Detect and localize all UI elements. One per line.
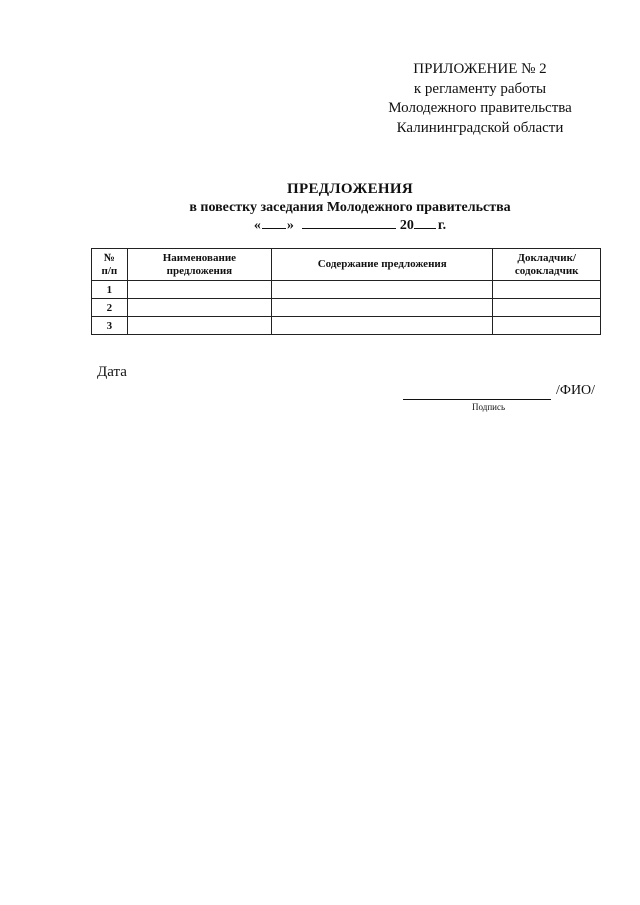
year-suffix: г. [437, 218, 447, 233]
day-blank [262, 216, 286, 229]
date-close-quote: » [286, 218, 294, 233]
proposals-table [91, 248, 601, 335]
table-row [92, 281, 601, 299]
year-prefix: 20 [399, 218, 414, 233]
table-row [92, 299, 601, 317]
document-title: ПРЕДЛОЖЕНИЯ [287, 181, 413, 197]
row-number: 3 [92, 317, 128, 335]
row-speaker-cell[interactable] [493, 317, 601, 335]
meeting-date-line [100, 216, 600, 235]
appendix-title: ПРИЛОЖЕНИЕ № 2 [413, 61, 547, 77]
row-name-cell[interactable] [127, 281, 271, 299]
appendix-header [330, 60, 630, 138]
row-number: 2 [92, 299, 128, 317]
table-row [92, 317, 601, 335]
header-speaker-line2: содокладчик [514, 264, 579, 277]
row-number: 1 [92, 281, 128, 299]
document-subtitle: в повестку заседания Молодежного правительства [189, 200, 511, 215]
header-number [92, 249, 128, 281]
header-name-line1: Наименование [162, 251, 237, 264]
appendix-line-government: Молодежного правительства [388, 100, 572, 116]
appendix-line-regulation: к регламенту работы [413, 80, 547, 97]
header-name-line2: предложения [166, 264, 233, 277]
header-content: Содержание предложения [272, 249, 493, 281]
row-content-cell[interactable] [272, 281, 493, 299]
document-title-block [100, 180, 600, 235]
appendix-line-region: Калининградской области [396, 119, 564, 136]
fio-label: /ФИО/ [556, 383, 596, 398]
row-name-cell[interactable] [127, 317, 271, 335]
header-speaker-line1: Докладчик/ [517, 251, 576, 264]
row-name-cell[interactable] [127, 299, 271, 317]
header-number-pp: п/п [101, 264, 118, 277]
row-content-cell[interactable] [272, 317, 493, 335]
row-speaker-cell[interactable] [493, 281, 601, 299]
row-speaker-cell[interactable] [493, 299, 601, 317]
header-speaker [493, 249, 601, 281]
signature-caption: Подпись [472, 402, 506, 412]
date-open-quote: « [253, 218, 261, 233]
year-blank [414, 216, 436, 229]
row-content-cell[interactable] [272, 299, 493, 317]
table-header-row [92, 249, 601, 281]
month-blank [302, 216, 396, 229]
header-name [127, 249, 271, 281]
date-label: Дата [97, 364, 127, 380]
header-number-sign: № [103, 251, 115, 264]
signature-line [403, 399, 551, 400]
